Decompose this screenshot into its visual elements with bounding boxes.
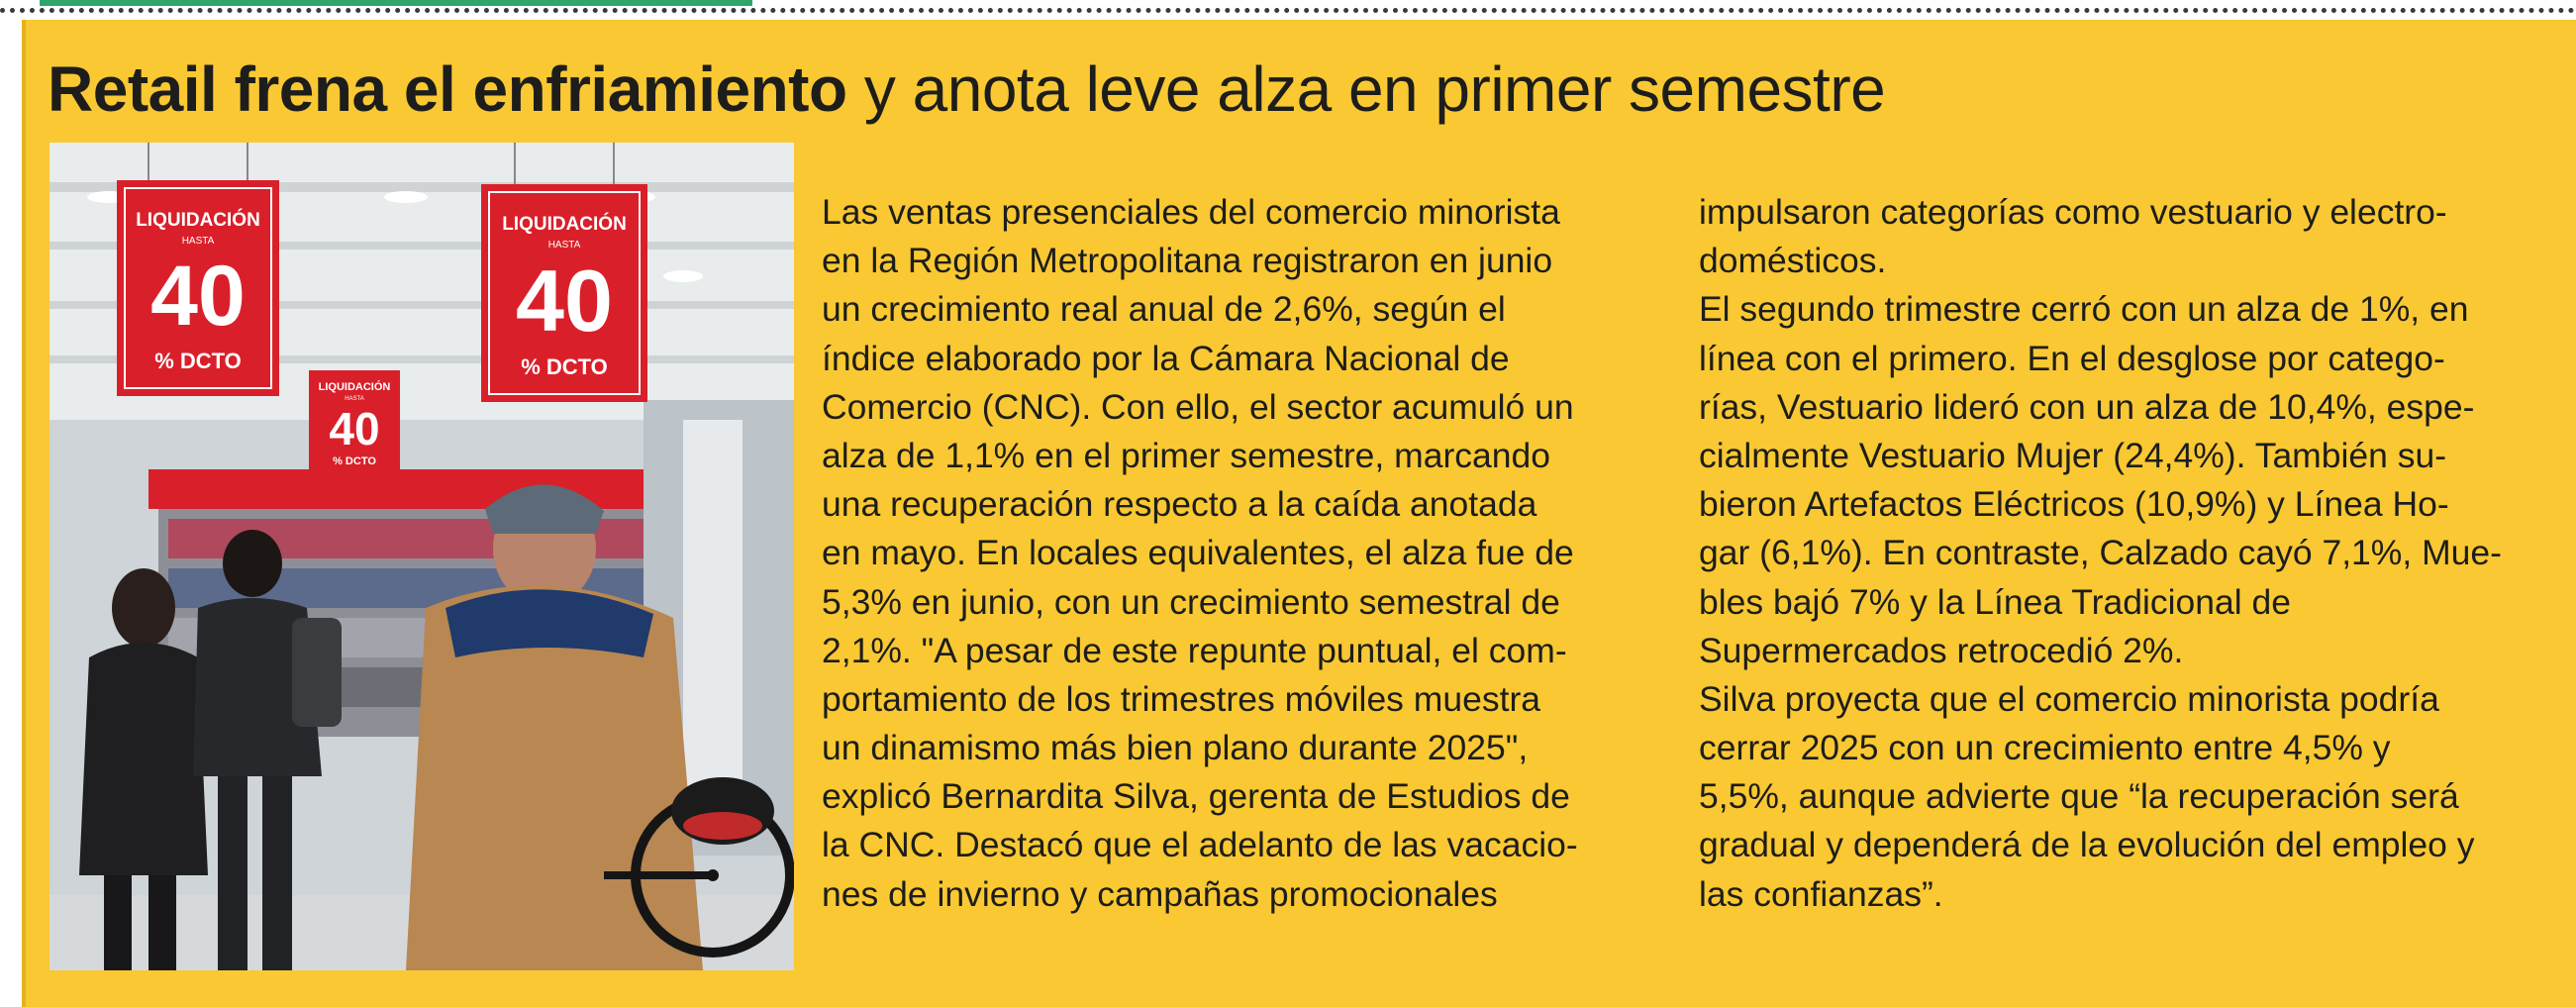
text-line: El segundo trimestre cerró con un alza de 1%, en — [1699, 289, 2469, 330]
sign-center-small: HASTA — [345, 396, 364, 402]
text-line: en mayo. En locales equivalentes, el alza fue de — [822, 533, 1574, 573]
article-column-2 — [1699, 188, 2540, 919]
headline-bold: Retail frena el enfriamiento — [48, 53, 847, 125]
article-column-1 — [822, 188, 1634, 919]
text-line: índice elaborado por la Cámara Nacional de — [822, 338, 1510, 378]
text-line: gradual y dependerá de la evolución del empleo y — [1699, 825, 2475, 865]
text-line: Supermercados retrocedió 2%. — [1699, 630, 2184, 670]
text-line: en la Región Metropolitana registraron en junio — [822, 241, 1553, 281]
text-line: explicó Bernardita Silva, gerenta de Estudios de — [822, 776, 1570, 817]
headline-rest: y anota leve alza en primer semestre — [846, 53, 1886, 125]
text-line: cialmente Vestuario Mujer (24,4%). También su- — [1699, 435, 2447, 475]
text-line: una recuperación respecto a la caída anotada — [822, 484, 1537, 525]
store-photo-illustration — [50, 143, 794, 970]
sign-right-small: HASTA — [547, 240, 581, 251]
sign-center-top: LIQUIDACIÓN — [318, 381, 391, 393]
sign-right-bottom: % DCTO — [521, 354, 608, 379]
text-line: gar (6,1%). En contraste, Calzado cayó 7,1%, Mue- — [1699, 533, 2502, 573]
sign-left-top: LIQUIDACIÓN — [136, 210, 260, 231]
text-line: domésticos. — [1699, 241, 1887, 281]
text-line: un crecimiento real anual de 2,6%, según el — [822, 289, 1506, 330]
text-line: 5,5%, aunque advierte que “la recuperación será — [1699, 776, 2459, 817]
photo-store-fascia — [149, 469, 703, 509]
text-line: Silva proyecta que el comercio minorista podría — [1699, 678, 2439, 719]
sign-center-number: 40 — [329, 403, 380, 454]
sign-right-top: LIQUIDACIÓN — [502, 214, 627, 235]
article-headline — [48, 48, 2542, 131]
sign-left-bottom: % DCTO — [154, 349, 242, 373]
text-line: rías, Vestuario lideró con un alza de 10,4%, espe- — [1699, 386, 2475, 427]
sale-sign-center — [309, 370, 400, 473]
sale-sign-left — [117, 143, 279, 396]
text-line: cerrar 2025 con un crecimiento entre 4,5% y — [1699, 728, 2391, 768]
text-line: 5,3% en junio, con un crecimiento semestral de — [822, 581, 1560, 622]
text-line: línea con el primero. En el desglose por catego- — [1699, 338, 2445, 378]
text-line: nes de invierno y campañas promocionales — [822, 873, 1498, 914]
sign-left-small: HASTA — [181, 236, 215, 247]
text-line: Las ventas presenciales del comercio minorista — [822, 192, 1560, 232]
section-tab-strip — [40, 0, 752, 6]
text-line: 2,1%. "A pesar de este repunte puntual, el com- — [822, 630, 1567, 670]
text-line: las confianzas”. — [1699, 873, 1943, 914]
text-line: la CNC. Destacó que el adelanto de las vacacio- — [822, 825, 1578, 865]
text-line: portamiento de los trimestres móviles muestra — [822, 678, 1541, 719]
sign-left-number: 40 — [150, 249, 246, 344]
text-line: bles bajó 7% y la Línea Tradicional de — [1699, 581, 2291, 622]
sign-center-bottom: % DCTO — [333, 455, 376, 467]
text-line: alza de 1,1% en el primer semestre, marcando — [822, 435, 1550, 475]
text-line: un dinamismo más bien plano durante 2025", — [822, 728, 1529, 768]
text-line: impulsaron categorías como vestuario y electro- — [1699, 192, 2447, 232]
store-photo — [50, 143, 794, 970]
sign-right-number: 40 — [516, 252, 613, 350]
text-line: Comercio (CNC). Con ello, el sector acumuló un — [822, 386, 1574, 427]
top-dotted-rule — [0, 8, 2576, 13]
text-line: bieron Artefactos Eléctricos (10,9%) y Línea Ho- — [1699, 484, 2449, 525]
